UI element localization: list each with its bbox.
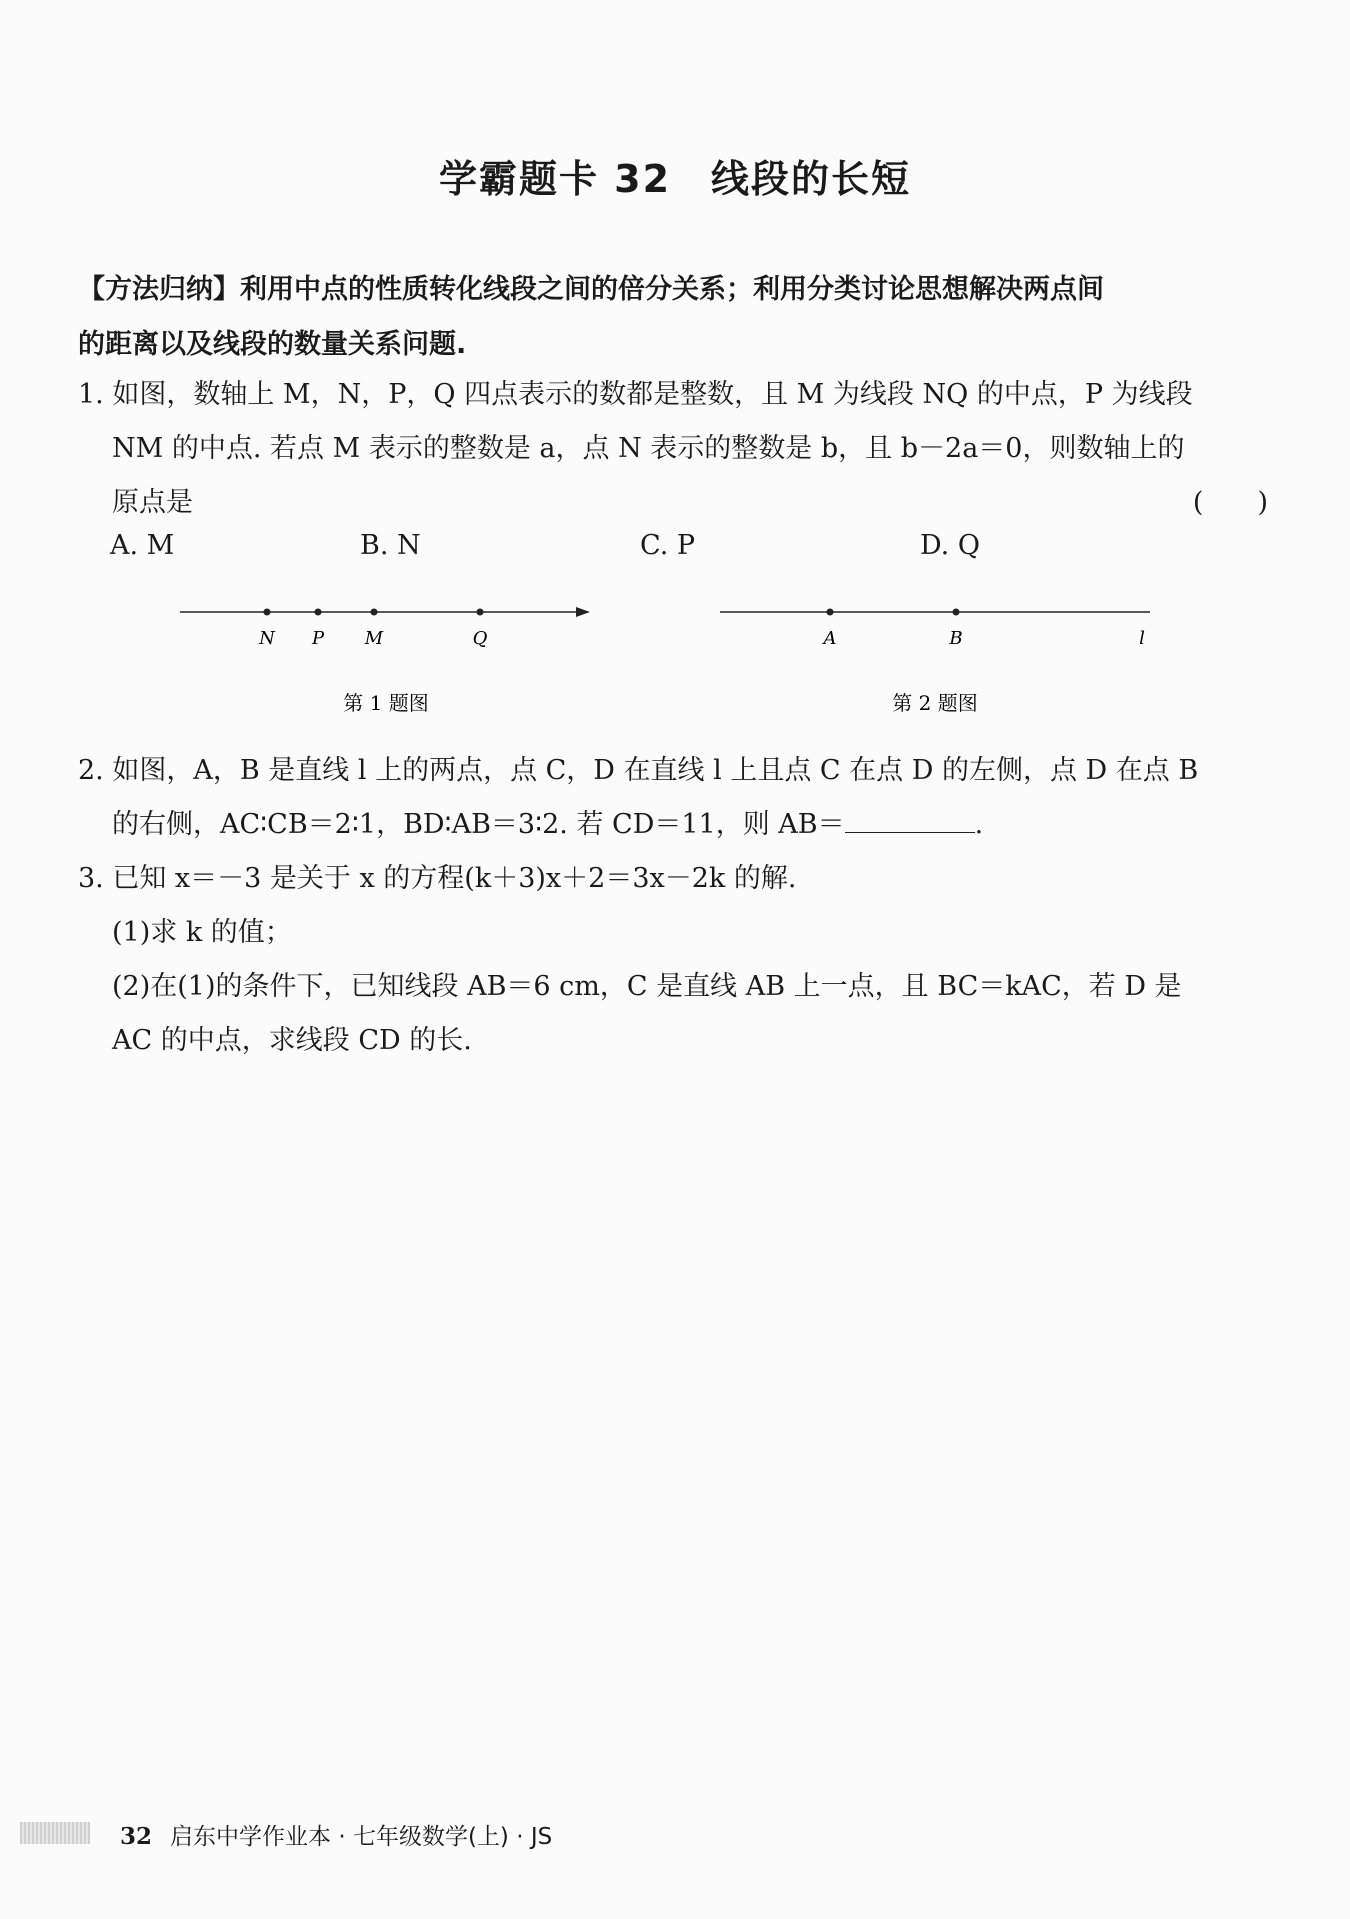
point-q xyxy=(477,609,484,616)
q1-line-3-text: 原点是 xyxy=(112,487,193,518)
point-n xyxy=(264,609,271,616)
method-summary xyxy=(78,262,1268,372)
point-m xyxy=(371,609,378,616)
page-number: 32 xyxy=(120,1823,153,1850)
q1-line-1: 1. 如图，数轴上 M，N，P，Q 四点表示的数都是整数，且 M 为线段 NQ 的中点，P 为线段 xyxy=(78,379,1193,410)
footer-text: 启东中学作业本 · 七年级数学(上) · JS xyxy=(170,1824,553,1850)
point-a xyxy=(827,609,834,616)
figure-1-caption: 第 1 题图 xyxy=(343,691,429,715)
question-2 xyxy=(78,744,1268,852)
question-3 xyxy=(78,852,1268,1068)
q3-line-3: (2)在(1)的条件下，已知线段 AB＝6 cm，C 是直线 AB 上一点，且 BC＝kAC，若 D 是 xyxy=(112,971,1182,1002)
option-c: C. P xyxy=(640,530,696,561)
point-b xyxy=(953,609,960,616)
label-q: Q xyxy=(472,628,488,649)
label-m: M xyxy=(364,628,384,649)
q2-line-2-text: 的右侧，AC∶CB＝2∶1，BD∶AB＝3∶2. 若 CD＝11，则 AB＝ xyxy=(112,809,845,840)
q1-line-2: NM 的中点. 若点 M 表示的整数是 a，点 N 表示的整数是 b，且 b－2a＝0，则数轴上的 xyxy=(112,433,1185,464)
question-1 xyxy=(78,368,1268,530)
figure-2-line xyxy=(710,590,1170,720)
q2-line-2 xyxy=(78,798,1268,852)
option-d: D. Q xyxy=(920,530,980,561)
option-b: B. N xyxy=(360,530,421,561)
label-n: N xyxy=(259,628,275,649)
q1-line-3 xyxy=(78,476,1268,530)
label-a: A xyxy=(823,628,837,649)
method-line-1: 【方法归纳】利用中点的性质转化线段之间的倍分关系；利用分类讨论思想解决两点间 xyxy=(78,274,1104,305)
option-a: A. M xyxy=(110,530,175,561)
label-b: B xyxy=(949,628,963,649)
figure-2-caption: 第 2 题图 xyxy=(892,691,978,715)
footer-decor-bar xyxy=(20,1822,90,1844)
answer-blank[interactable] xyxy=(845,810,975,833)
q2-line-2-end: . xyxy=(974,809,984,840)
page-title: 学霸题卡 32 线段的长短 xyxy=(438,157,912,201)
point-p xyxy=(315,609,322,616)
label-l: l xyxy=(1139,628,1145,649)
label-p: P xyxy=(311,628,325,649)
arrow-head xyxy=(576,607,590,617)
q3-line-1: 3. 已知 x＝－3 是关于 x 的方程(k＋3)x＋2＝3x－2k 的解. xyxy=(78,863,797,894)
answer-bracket: ( ) xyxy=(1192,487,1268,518)
method-line-2: 的距离以及线段的数量关系问题. xyxy=(78,329,467,360)
q3-line-4: AC 的中点，求线段 CD 的长. xyxy=(112,1025,472,1056)
page-footer xyxy=(120,1818,552,1851)
q3-line-2: (1)求 k 的值； xyxy=(112,917,292,948)
figure-1-number-line xyxy=(170,590,610,720)
q2-line-1: 2. 如图，A，B 是直线 l 上的两点，点 C，D 在直线 l 上且点 C 在点 D 的左侧，点 D 在点 B xyxy=(78,755,1199,786)
